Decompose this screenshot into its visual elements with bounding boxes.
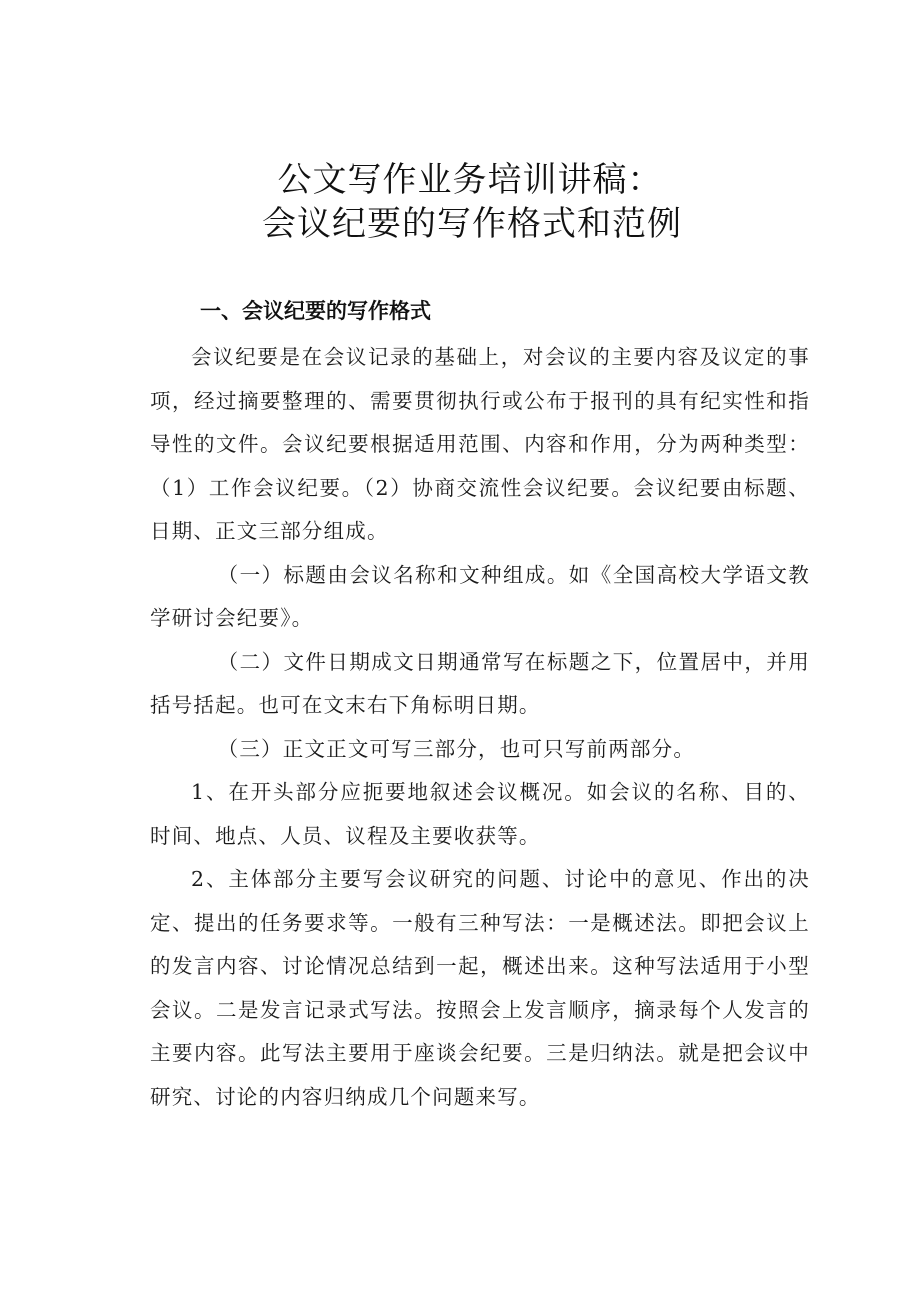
paragraph-date-rule: （二）文件日期成文日期通常写在标题之下，位置居中，并用括号括起。也可在文末右下角标明日期。 [150, 649, 810, 717]
paragraph-title-rule: （一）标题由会议名称和文种组成。如《全国高校大学语文教学研讨会纪要》。 [150, 562, 810, 630]
section-heading: 一、会议纪要的写作格式 [200, 299, 431, 323]
paragraph-opening-part: 1、在开头部分应扼要地叙述会议概况。如会议的名称、目的、时间、地点、人员、议程及主要收获等。 [150, 780, 810, 848]
paragraph-body-rule: （三）正文正文可写三部分，也可只写前两部分。 [217, 736, 696, 761]
paragraph-main-part: 2、主体部分主要写会议研究的问题、讨论中的意见、作出的决定、提出的任务要求等。一般有三种写法：一是概述法。即把会议上的发言内容、讨论情况总结到一起，概述出来。这种写法适用于小型会议。二是发言记录式写法。按照会上发言顺序，摘录每个人发言的主要内容。此写法主要用于座谈会纪要。三是归纳法。就是把会议中研究、讨论的内容归纳成几个问题来写。 [150, 867, 810, 1109]
document-title-line1: 公文写作业务培训讲稿： [277, 160, 663, 200]
document-title-line2: 会议纪要的写作格式和范例 [262, 204, 682, 244]
paragraph-intro: 会议纪要是在会议记录的基础上，对会议的主要内容及议定的事项，经过摘要整理的、需要贯彻执行或公布于报刊的具有纪实性和指导性的文件。会议纪要根据适用范围、内容和作用，分为两种类型：（1）工作会议纪要。（2）协商交流性会议纪要。会议纪要由标题、日期、正文三部分组成。 [150, 345, 810, 543]
document-body [150, 336, 810, 1119]
